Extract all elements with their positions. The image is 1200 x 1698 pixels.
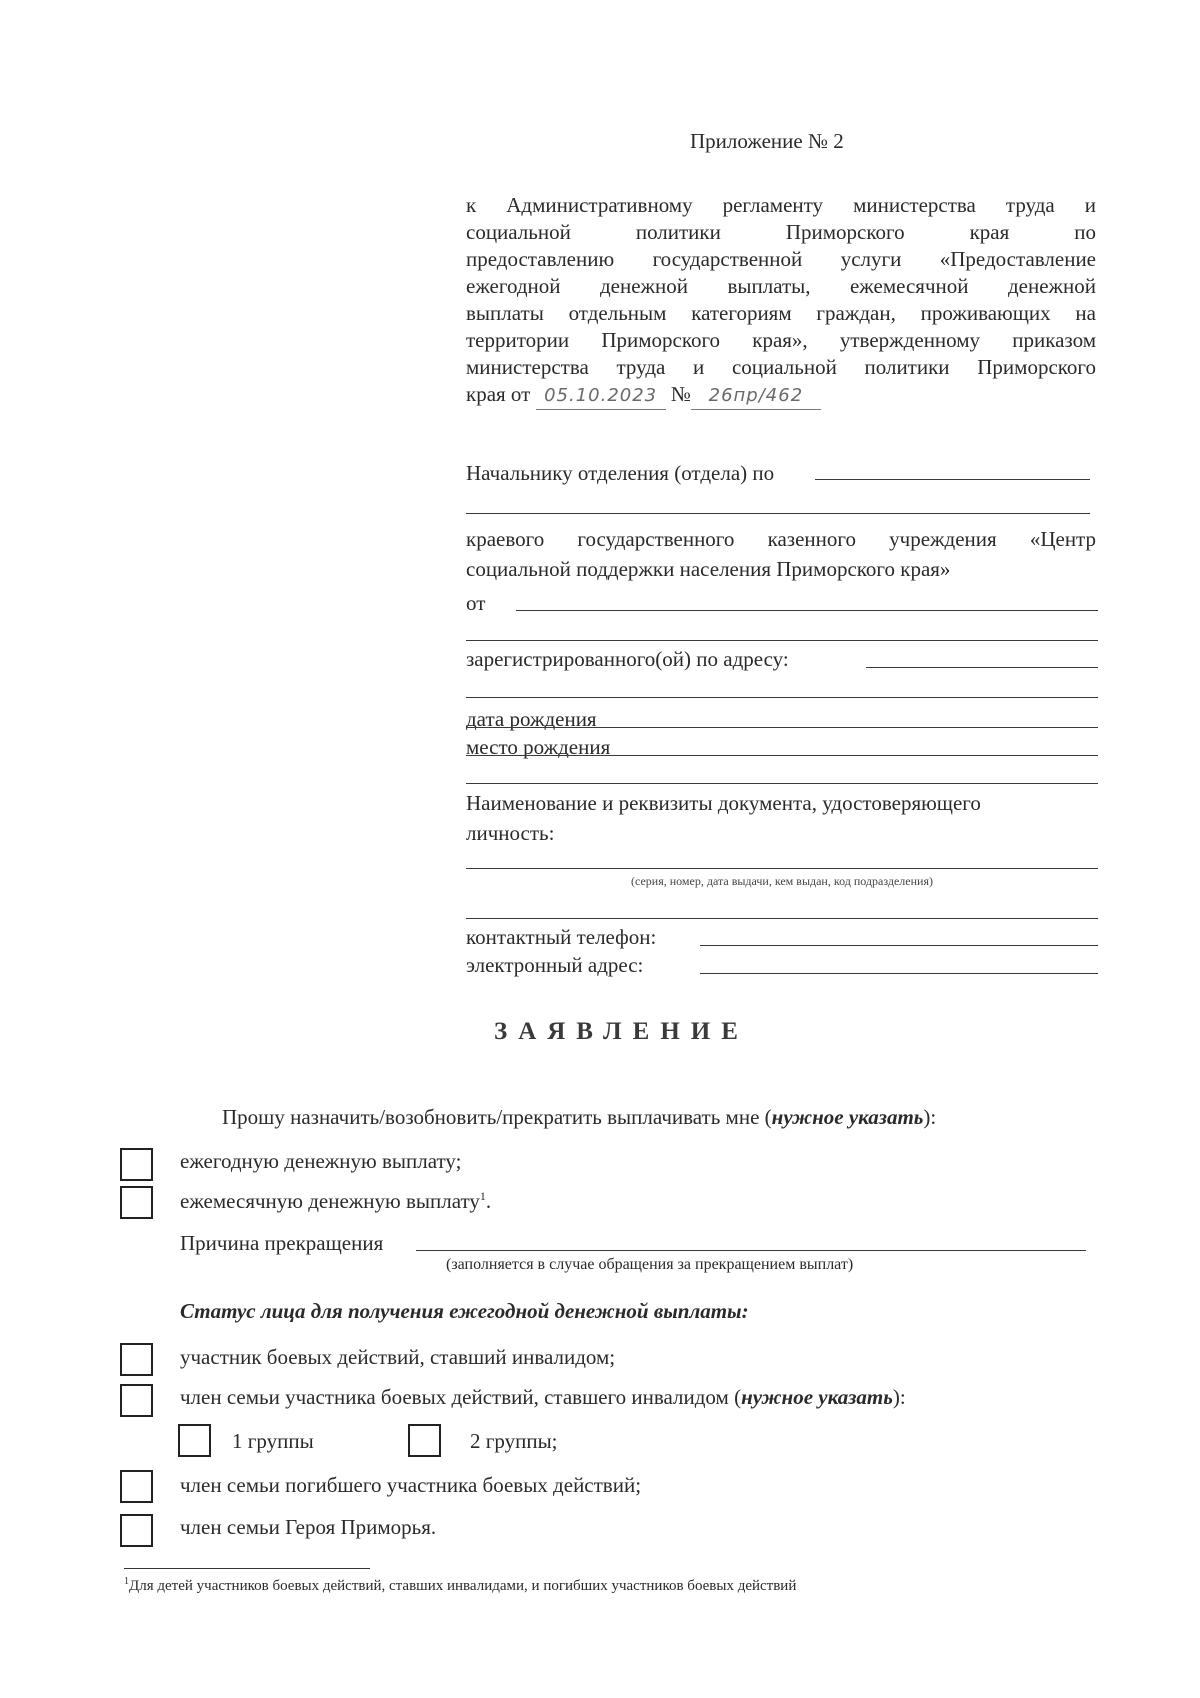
footnote-ref: 1 <box>479 1189 486 1203</box>
institution-line: краевого государственного казенного учреждения «Центр <box>466 527 1096 551</box>
id-doc-field[interactable] <box>466 868 1098 869</box>
veteran-disabled-checkbox[interactable] <box>120 1343 153 1376</box>
email-label: электронный адрес: <box>466 953 644 977</box>
family-killed-label: член семьи погибшего участника боевых действий; <box>180 1473 642 1497</box>
reason-hint: (заполняется в случае обращения за прекращением выплат) <box>446 1256 854 1273</box>
birth-place-field-2[interactable] <box>466 783 1098 784</box>
monthly-payment-label <box>180 1188 491 1215</box>
id-doc-label: Наименование и реквизиты документа, удостоверяющего <box>466 791 981 815</box>
number-sign: № <box>670 382 691 406</box>
footnote-text: Для детей участников боевых действий, ставших инвалидами, и погибших участников боевых действий <box>129 1578 797 1594</box>
birth-place-field[interactable] <box>466 755 1098 756</box>
birth-place-label: место рождения <box>466 735 611 759</box>
status-heading: Статус лица для получения ежегодной денежной выплаты: <box>180 1299 749 1323</box>
footnote-mark: 1 <box>124 1576 129 1587</box>
institution-line: социальной поддержки населения Приморского края» <box>466 557 951 581</box>
request-suffix: ): <box>923 1105 937 1129</box>
handwritten-number: 26пр/462 <box>691 382 821 410</box>
annual-payment-checkbox[interactable] <box>120 1148 153 1181</box>
family-disabled-emph: нужное указать <box>741 1385 893 1409</box>
head-department-field[interactable] <box>815 479 1090 480</box>
regulation-line: ежегодной денежной выплаты, ежемесячной денежной <box>466 274 1096 298</box>
birth-date-label: дата рождения <box>466 707 597 731</box>
statement-title: ЗАЯВЛЕНИЕ <box>494 1018 749 1045</box>
footnote-separator <box>124 1568 370 1569</box>
from-name-field[interactable] <box>516 610 1098 611</box>
family-hero-label: член семьи Героя Приморья. <box>180 1515 437 1539</box>
group1-checkbox[interactable] <box>178 1424 211 1457</box>
phone-label: контактный телефон: <box>466 925 657 949</box>
head-label: Начальнику отделения (отдела) по <box>466 461 775 485</box>
annual-payment-label: ежегодную денежную выплату; <box>180 1149 462 1173</box>
id-doc-hint: (серия, номер, дата выдачи, кем выдан, код подразделения) <box>631 874 933 888</box>
id-doc-field-2[interactable] <box>466 918 1098 919</box>
handwritten-date: 05.10.2023 <box>536 382 666 410</box>
reason-field[interactable] <box>416 1250 1086 1251</box>
registered-label: зарегистрированного(ой) по адресу: <box>466 647 789 671</box>
regulation-line: социальной политики Приморского края по <box>466 220 1096 244</box>
request-text <box>222 1104 936 1131</box>
family-hero-checkbox[interactable] <box>120 1514 153 1547</box>
address-field[interactable] <box>866 667 1098 668</box>
regulation-line: территории Приморского края», утвержденному приказом <box>466 328 1096 352</box>
regulation-block <box>466 192 1096 410</box>
monthly-payment-end: . <box>485 1189 492 1213</box>
id-doc-label-2: личность: <box>466 821 555 845</box>
family-killed-checkbox[interactable] <box>120 1470 153 1503</box>
request-prefix: Прошу назначить/возобновить/прекратить выплачивать мне ( <box>222 1105 772 1129</box>
monthly-payment-text: ежемесячную денежную выплату <box>180 1189 480 1213</box>
monthly-payment-checkbox[interactable] <box>120 1186 153 1219</box>
regulation-line: к Административному регламенту министерства труда и <box>466 193 1096 217</box>
regulation-line: министерства труда и социальной политики Приморского <box>466 355 1096 379</box>
family-disabled-suffix: ): <box>892 1385 906 1409</box>
email-field[interactable] <box>700 973 1098 974</box>
address-field-2[interactable] <box>466 697 1098 698</box>
request-emph: нужное указать <box>771 1105 924 1129</box>
regulation-date-line <box>466 381 1096 410</box>
birth-date-field[interactable] <box>466 727 1098 728</box>
from-name-field-2[interactable] <box>466 640 1098 641</box>
reason-label: Причина прекращения <box>180 1231 384 1255</box>
head-name-field[interactable] <box>466 513 1090 514</box>
regulation-line: предоставлению государственной услуги «Предоставление <box>466 247 1096 271</box>
from-label: от <box>466 591 486 615</box>
group2-checkbox[interactable] <box>408 1424 441 1457</box>
veteran-disabled-label: участник боевых действий, ставший инвалидом; <box>180 1345 616 1369</box>
group2-label: 2 группы; <box>470 1429 558 1453</box>
family-disabled-checkbox[interactable] <box>120 1384 153 1417</box>
family-disabled-label <box>180 1384 906 1411</box>
group1-label: 1 группы <box>232 1429 314 1453</box>
appendix-title: Приложение № 2 <box>690 129 844 153</box>
phone-field[interactable] <box>700 945 1098 946</box>
date-prefix: края от <box>466 382 531 406</box>
regulation-line: выплаты отдельным категориям граждан, проживающих на <box>466 301 1096 325</box>
family-disabled-prefix: член семьи участника боевых действий, ставшего инвалидом ( <box>180 1385 742 1409</box>
footnote <box>124 1578 796 1595</box>
